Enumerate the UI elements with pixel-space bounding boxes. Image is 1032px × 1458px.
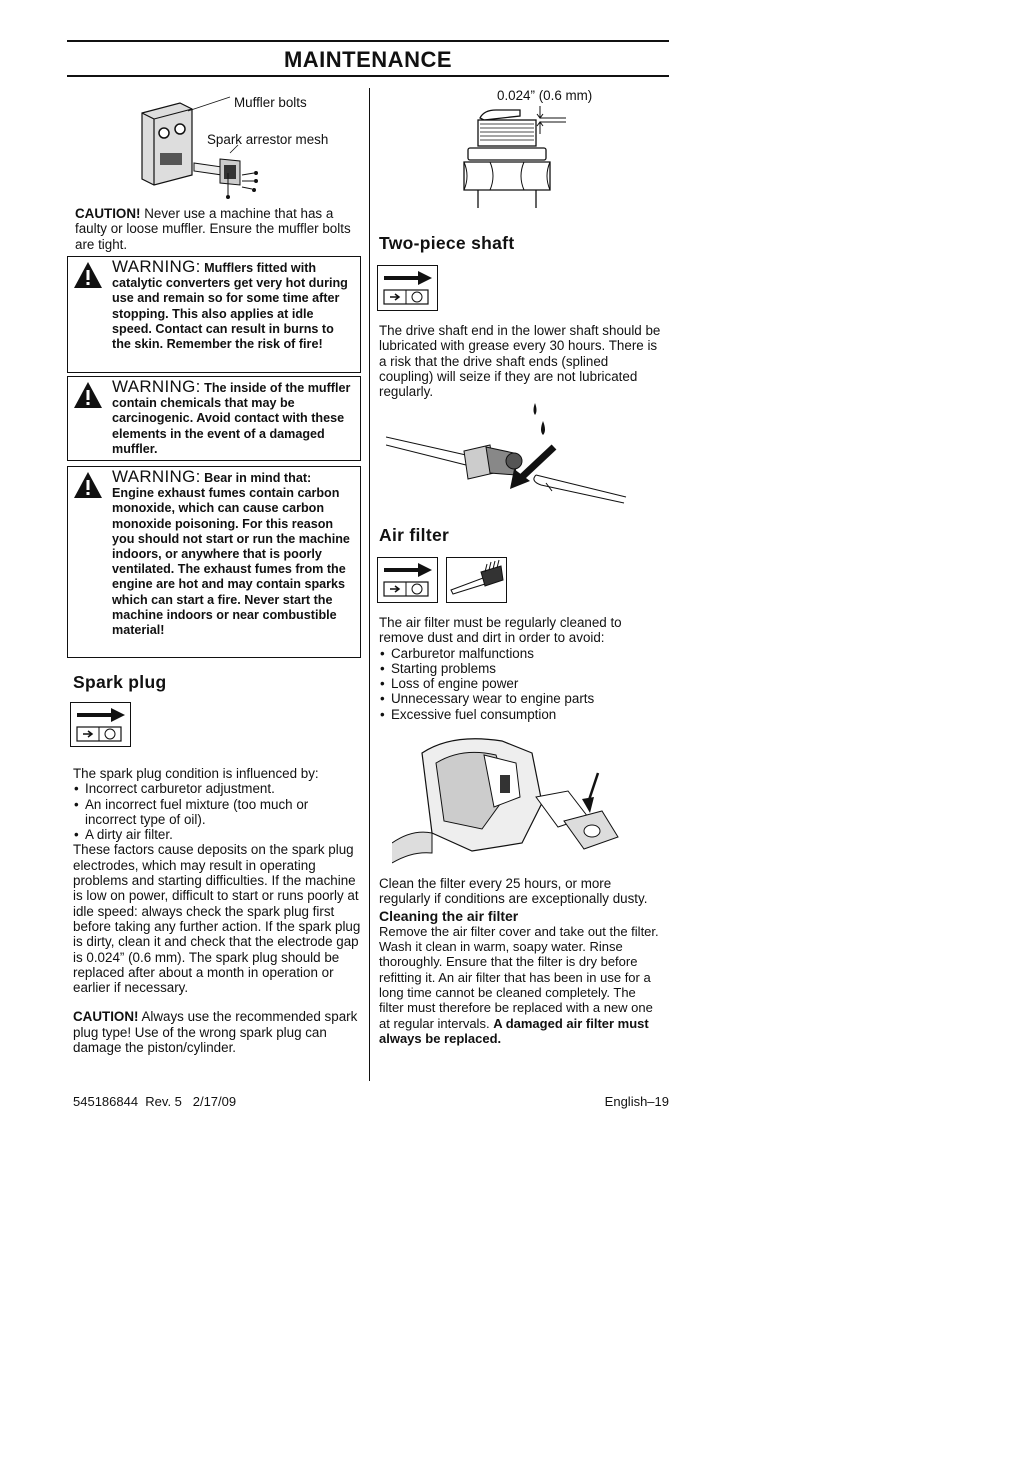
electrode-gap-label: 0.024” (0.6 mm) (497, 88, 593, 103)
interval-arrow-icon (378, 558, 436, 600)
muffler-illustration (130, 95, 280, 205)
spark-plug-caution-text: Always use the recommended spark plug type! Use of the wrong spark plug can damage the piston/cylinder. (73, 1009, 358, 1056)
warning-lead: The inside of the (204, 381, 305, 395)
warning-lead: Bear in mind that: (204, 471, 312, 485)
warning-text: catalytic converters get very hot during use and remain so for some time after stopping. This also applies at idle speed. Contact can result in burns to the skin. Remember the risk of fire! (112, 276, 348, 352)
cleaning-heading: Cleaning the air filter (379, 907, 519, 924)
shaft-interval-pictogram (377, 265, 438, 311)
cleaning-bold-text: A damaged air filter must always be replaced. (379, 1015, 649, 1046)
column-divider (369, 88, 370, 1081)
list-item: • Unnecessary wear to engine parts (379, 691, 661, 706)
list-item: • Loss of engine power (379, 676, 661, 691)
air-filter-list (379, 646, 661, 722)
warning-text: muffler contain chemicals that may be carcinogenic. Avoid contact with these elements in the event of a damaged muffler. (112, 381, 351, 456)
warning-title: WARNING: (112, 467, 201, 486)
caution-label: CAUTION! (73, 1009, 139, 1025)
list-item: • An incorrect fuel mixture (too much or incorrect type of oil). (73, 797, 361, 828)
drive-shaft-illustration (386, 395, 631, 505)
list-item: • Starting problems (379, 661, 661, 676)
list-item: • Excessive fuel consumption (379, 707, 661, 722)
two-piece-shaft-body: The drive shaft end in the lower shaft should be lubricated with grease every 30 hours. There is a risk that the drive shaft ends (splined coupling) will seize if they are not lubricated regularly. (379, 323, 661, 400)
spark-plug-interval-pictogram (70, 702, 131, 747)
interval-arrow-icon (71, 703, 129, 745)
air-filter-illustration (392, 733, 630, 871)
air-filter-content (379, 615, 661, 722)
caution-label: CAUTION! (75, 206, 141, 221)
list-item: • A dirty air filter. (73, 827, 361, 842)
warning-title: WARNING: (112, 377, 201, 396)
warning-triangle-icon (73, 381, 103, 409)
caution-text: Never use a machine that has a faulty or loose muffler. Ensure the muffler bolts are tight. (75, 206, 351, 252)
cleaning-body: Remove the air filter cover and take out the filter. Wash it clean in warm, soapy water. Rinse thoroughly. Ensure that the filter is dry before refitting it. An air filter that has been in use for a long time cannot be cleaned completely. The filter must therefore be replaced with a new one at regular intervals. (379, 923, 659, 1031)
warning-title: WARNING: (112, 257, 201, 276)
list-item: • Carburetor malfunctions (379, 646, 661, 661)
spark-plug-content (73, 766, 361, 1055)
interval-arrow-icon (378, 266, 436, 308)
warning-lead: Mufflers fitted with (204, 261, 317, 275)
page-title: MAINTENANCE (283, 47, 453, 72)
muffler-bolts-label: Muffler bolts (234, 95, 307, 110)
air-filter-interval-pictogram (377, 557, 438, 603)
footer-doc-info: 545186844 Rev. 5 2/17/09 (73, 1094, 237, 1109)
air-filter-cleaning (379, 876, 661, 1046)
spark-plug-heading: Spark plug (73, 672, 167, 692)
spark-arrestor-mesh-label: Spark arrestor mesh (207, 132, 329, 147)
warning-box-carcinogenic (67, 376, 361, 461)
warning-box-exhaust (67, 466, 361, 658)
list-item: • Incorrect carburetor adjustment. (73, 781, 361, 796)
header-rule-bottom (67, 75, 669, 77)
spark-plug-list (73, 781, 361, 842)
air-filter-heading: Air filter (379, 525, 450, 545)
header-rule-top (67, 40, 669, 42)
spark-plug-illustration (450, 104, 580, 210)
brush-icon (447, 558, 505, 600)
warning-triangle-icon (73, 261, 103, 289)
clean-interval-text: Clean the filter every 25 hours, or more regularly if conditions are exceptionally dusty. (379, 876, 648, 907)
brush-pictogram (446, 557, 507, 603)
warning-text: Engine exhaust fumes contain carbon monoxide, which can cause carbon monoxide poisoning. For this reason you should not start or run the machine indoors, or anywhere that is poorly ventilated. The exhaust fumes from the engine are hot and may contain sparks which can start a fire. Never start the machine indoors or near combustible material! (112, 486, 350, 638)
air-filter-intro: The air filter must be regularly cleaned to remove dust and dirt in order to avoid: (379, 615, 622, 646)
spark-plug-intro: The spark plug condition is influenced by: (73, 766, 319, 781)
warning-box-catalytic (67, 256, 361, 373)
spark-plug-body: These factors cause deposits on the spark plug electrodes, which may result in operating problems and starting difficulties. If the machine is low on power, difficult to start or runs poorly at idle speed: always check the spark plug first before taking any further action. If the spark plug is dirty, clean it and check that the electrode gap is 0.024” (0.6 mm). The spark plug should be replaced after about a month in operation or earlier if necessary. (73, 842, 361, 996)
warning-triangle-icon (73, 471, 103, 499)
two-piece-shaft-heading: Two-piece shaft (379, 233, 515, 253)
footer-page-number: English–19 (604, 1094, 669, 1109)
caution-muffler (75, 206, 360, 252)
